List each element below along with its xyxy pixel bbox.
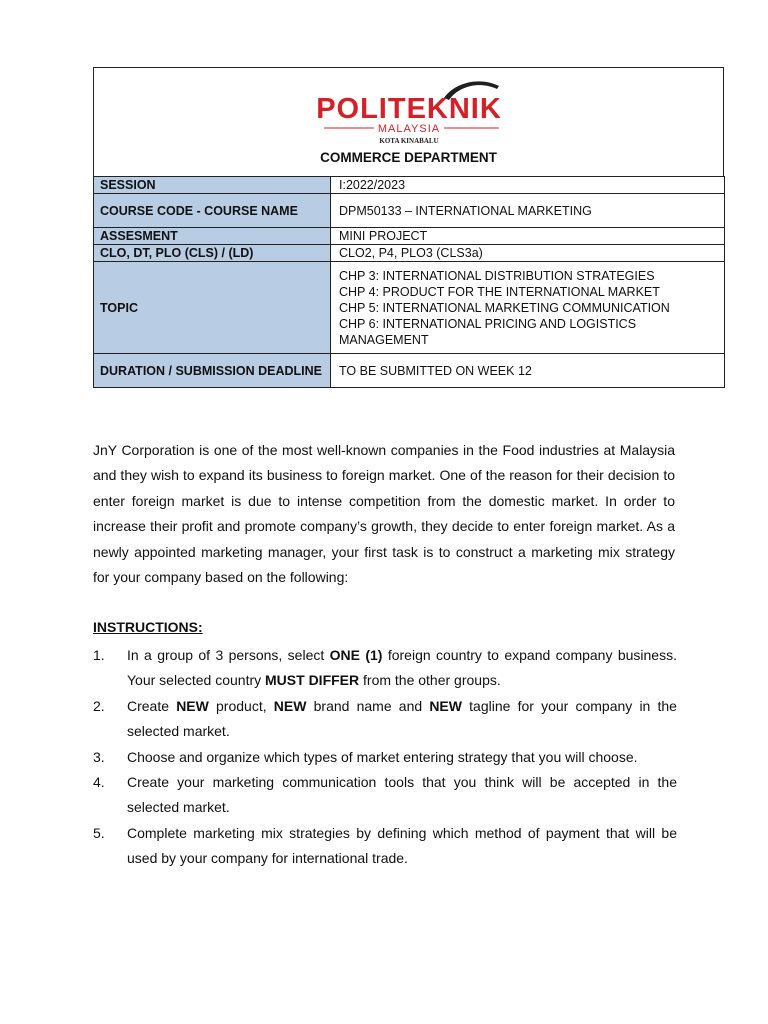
- item-text: Choose and organize which types of market entering strategy that you will choose.: [127, 748, 638, 765]
- table-row: [94, 245, 725, 262]
- item-text: Create your marketing communication tools that you think will be accepted in the selected market.: [127, 774, 677, 816]
- table-row: [94, 228, 725, 245]
- politeknik-logo: [294, 78, 524, 148]
- row-value-topics: [331, 262, 725, 354]
- item-text: In a group of 3 persons, select: [127, 647, 330, 663]
- list-item: [93, 643, 677, 694]
- item-text: from the other groups.: [359, 672, 501, 689]
- list-item: [93, 745, 677, 770]
- logo-sub-text: MALAYSIA: [377, 123, 441, 135]
- row-label: DURATION / SUBMISSION DEADLINE: [94, 354, 331, 388]
- item-emphasis: NEW: [273, 697, 307, 714]
- item-emphasis: ONE (1): [329, 647, 383, 663]
- logo-campus-text: KOTA KINABALU: [379, 137, 439, 145]
- table-row: [94, 194, 725, 228]
- row-label: TOPIC: [94, 262, 331, 354]
- item-text: tagline for your company in the selected market.: [127, 697, 677, 740]
- row-value: I:2022/2023: [331, 177, 725, 194]
- topic-line: CHP 3: INTERNATIONAL DISTRIBUTION STRATEGIES: [339, 268, 655, 283]
- item-number: 4.: [93, 774, 105, 791]
- row-value: TO BE SUBMITTED ON WEEK 12: [331, 354, 725, 388]
- intro-text: JnY Corporation is one of the most well-known companies in the Food industries at Malaysia and they wish to expand its business to foreign market. One of the reason for their decision to enter foreign market is due to intense competition from the domestic market. In order to increase their profit and promote company’s growth, they decide to enter foreign market. As a newly appointed marketing manager, your first task is to construct a marketing mix strategy for your company based on the following:: [93, 442, 675, 586]
- row-value: DPM50133 – INTERNATIONAL MARKETING: [331, 194, 725, 228]
- item-text: product,: [208, 697, 274, 714]
- row-label: CLO, DT, PLO (CLS) / (LD): [94, 245, 331, 262]
- row-label: COURSE CODE - COURSE NAME: [94, 194, 331, 228]
- row-label: ASSESMENT: [94, 228, 331, 245]
- item-text: Complete marketing mix strategies by defining which method of payment that will be used by your company for international trade.: [127, 824, 677, 867]
- table-row: [94, 177, 725, 194]
- logo-main-text: POLITEKNIK: [316, 93, 502, 125]
- row-value: MINI PROJECT: [331, 228, 725, 245]
- topic-line: CHP 4: PRODUCT FOR THE INTERNATIONAL MARKET: [339, 284, 660, 299]
- course-info-table: [93, 176, 725, 388]
- row-value: CLO2, P4, PLO3 (CLS3a): [331, 245, 725, 262]
- table-row: [94, 262, 725, 354]
- list-item: [93, 821, 677, 872]
- item-text: Create: [127, 697, 177, 714]
- table-row: [94, 354, 725, 388]
- intro-paragraph: [93, 438, 675, 590]
- item-number: 1.: [93, 647, 105, 663]
- document-header: [93, 67, 724, 176]
- item-number: 3.: [93, 748, 105, 765]
- topic-line: CHP 5: INTERNATIONAL MARKETING COMMUNICATION: [339, 300, 670, 315]
- item-number: 2.: [93, 697, 105, 714]
- row-label: SESSION: [94, 177, 331, 194]
- item-emphasis: NEW: [176, 697, 209, 714]
- instructions-list: [93, 643, 677, 872]
- item-emphasis: MUST DIFFER: [265, 672, 360, 689]
- item-text: foreign country to expand company business. Your selected country: [127, 647, 677, 689]
- instructions-title: INSTRUCTIONS:: [93, 619, 203, 635]
- topic-line: CHP 6: INTERNATIONAL PRICING AND LOGISTICS MANAGEMENT: [339, 316, 637, 347]
- item-number: 5.: [93, 824, 105, 841]
- list-item: [93, 770, 677, 821]
- item-text: brand name and: [306, 697, 430, 714]
- item-emphasis: NEW: [429, 697, 462, 714]
- list-item: [93, 694, 677, 745]
- department-title: COMMERCE DEPARTMENT: [320, 150, 497, 165]
